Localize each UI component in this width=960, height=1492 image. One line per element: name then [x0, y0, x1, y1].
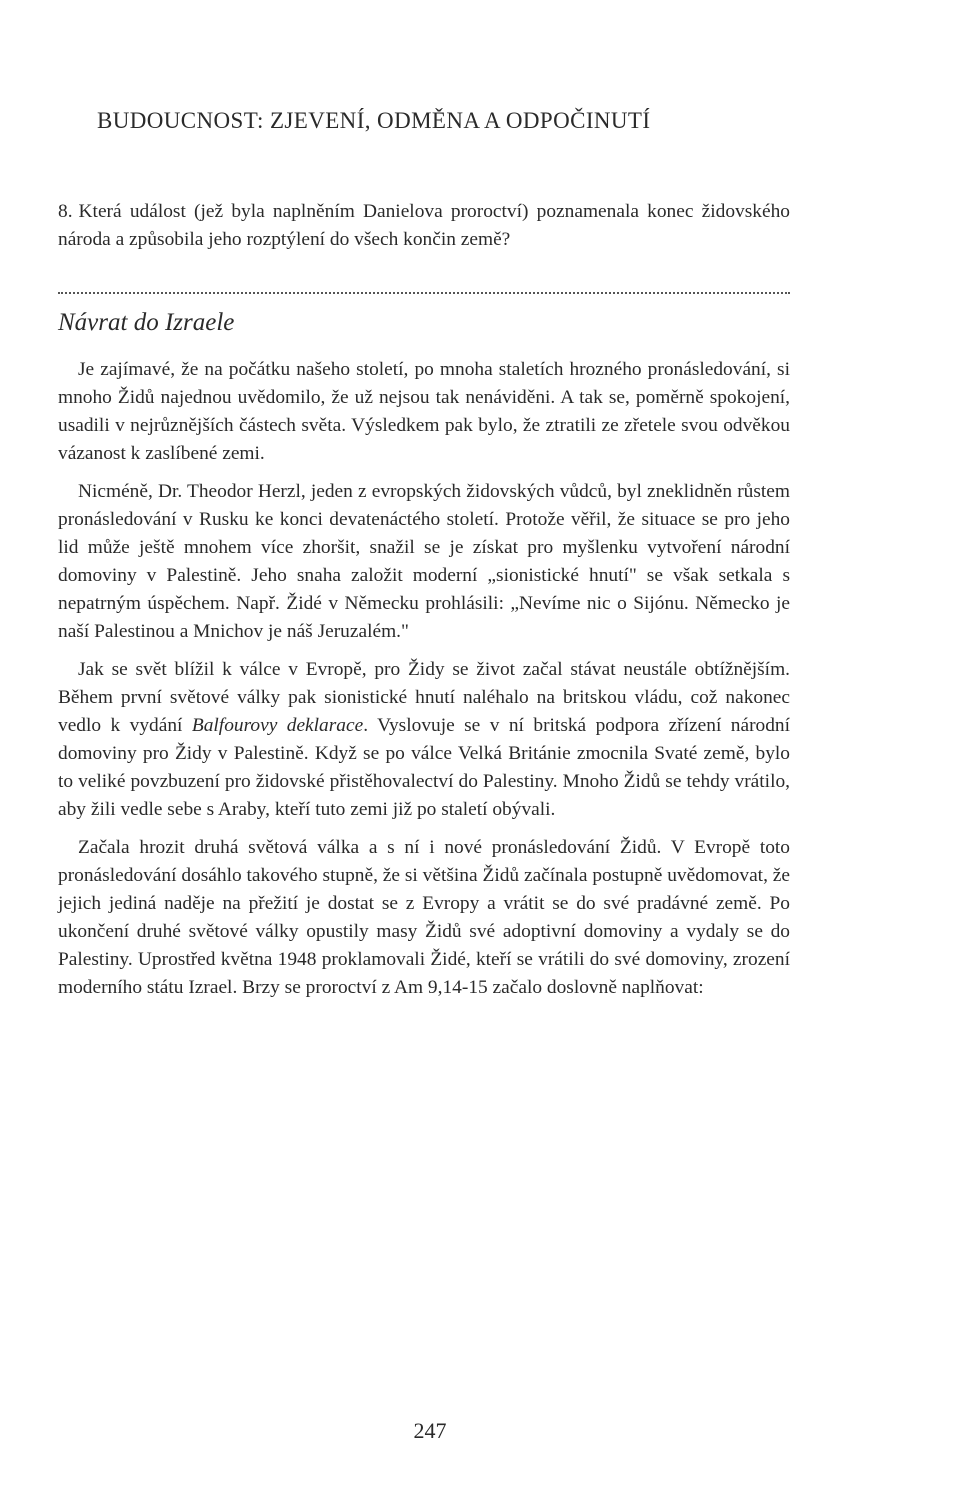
question-text: Která událost (jež byla naplněním Danielova proroctví) poznamenala konec židovského národa a způsobila jeho rozptýlení do všech končin země?	[58, 201, 790, 250]
answer-line[interactable]	[58, 262, 790, 294]
balfour-declaration-title: Balfourovy deklarace	[191, 715, 364, 736]
running-head: BUDOUCNOST: ZJEVENÍ, ODMĚNA A ODPOČINUTÍ	[97, 108, 651, 133]
paragraph-3	[58, 656, 790, 824]
paragraph-4: Začala hrozit druhá světová válka a s ní i nové pronásledování Židů. V Evropě toto pronásledování dosáhlo takového stupně, že si většina Židů začínala postupně uvědomovat, že jejich jediná naděje na přežití je dostat se z Evropy a vrátit se do své pradávné země. Po ukončení druhé světové války opustily masy Židů své adoptivní domoviny a vydaly se do Palestiny. Uprostřed května 1948 proklamovali Židé, kteří se vrátili do své domoviny, zrození moderního státu Izrael. Brzy se proroctví z Am 9,14-15 začalo doslovně naplňovat:	[58, 837, 790, 998]
paragraph-2: Nicméně, Dr. Theodor Herzl, jeden z evropských židovských vůdců, byl zneklidněn růstem pronásledování v Rusku ke konci devatenáctého století. Protože věřil, že situace se pro jeho lid může ještě mnohem více zhoršit, snažil se je získat pro myšlenku vytvoření národní domoviny v Palestině. Jeho snaha založit moderní „sionistické hnutí" se však setkala s nepatrným úspěchem. Např. Židé v Německu prohlásili: „Nevíme nic o Sijónu. Německo je naší Palestinou a Mnichov je náš Jeruzalém."	[58, 481, 790, 642]
paragraph-3-text-after: . Vyslovuje se v ní britská podpora zřízení národní domoviny pro Židy v Palestině. Když se po válce Velká Británie zmocnila Svaté země, bylo to veliké povzbuzení pro židovské přistěhovalectví do Palestiny. Mnoho Židů se tehdy vrátilo, aby žili vedle sebe s Araby, kteří tuto zemi již po staletí obývali.	[58, 715, 790, 820]
text-column	[58, 198, 790, 1012]
paragraph-1: Je zajímavé, že na počátku našeho století, po mnoha staletích hrozného pronásledování, si mnoho Židů najednou uvědomilo, že už nejsou tak nenáviděni. A tak se, poměrně spokojení, usadili v nejrůznějších částech světa. Výsledkem pak bylo, že ztratili ze zřetele svou odvěkou vázanost k zaslíbené zemi.	[58, 359, 790, 464]
section-heading: Návrat do Izraele	[58, 309, 235, 336]
study-question	[58, 198, 790, 254]
page-number: 247	[413, 1418, 447, 1443]
question-number: 8.	[58, 201, 73, 222]
paragraph-3-text-before: Jak se svět blížil k válce v Evropě, pro Židy se život začal stávat neustále obtížnějším. Během první světové války pak sionistické hnutí naléhalo na britskou vládu, což nakonec vedlo k vydání	[58, 659, 790, 736]
